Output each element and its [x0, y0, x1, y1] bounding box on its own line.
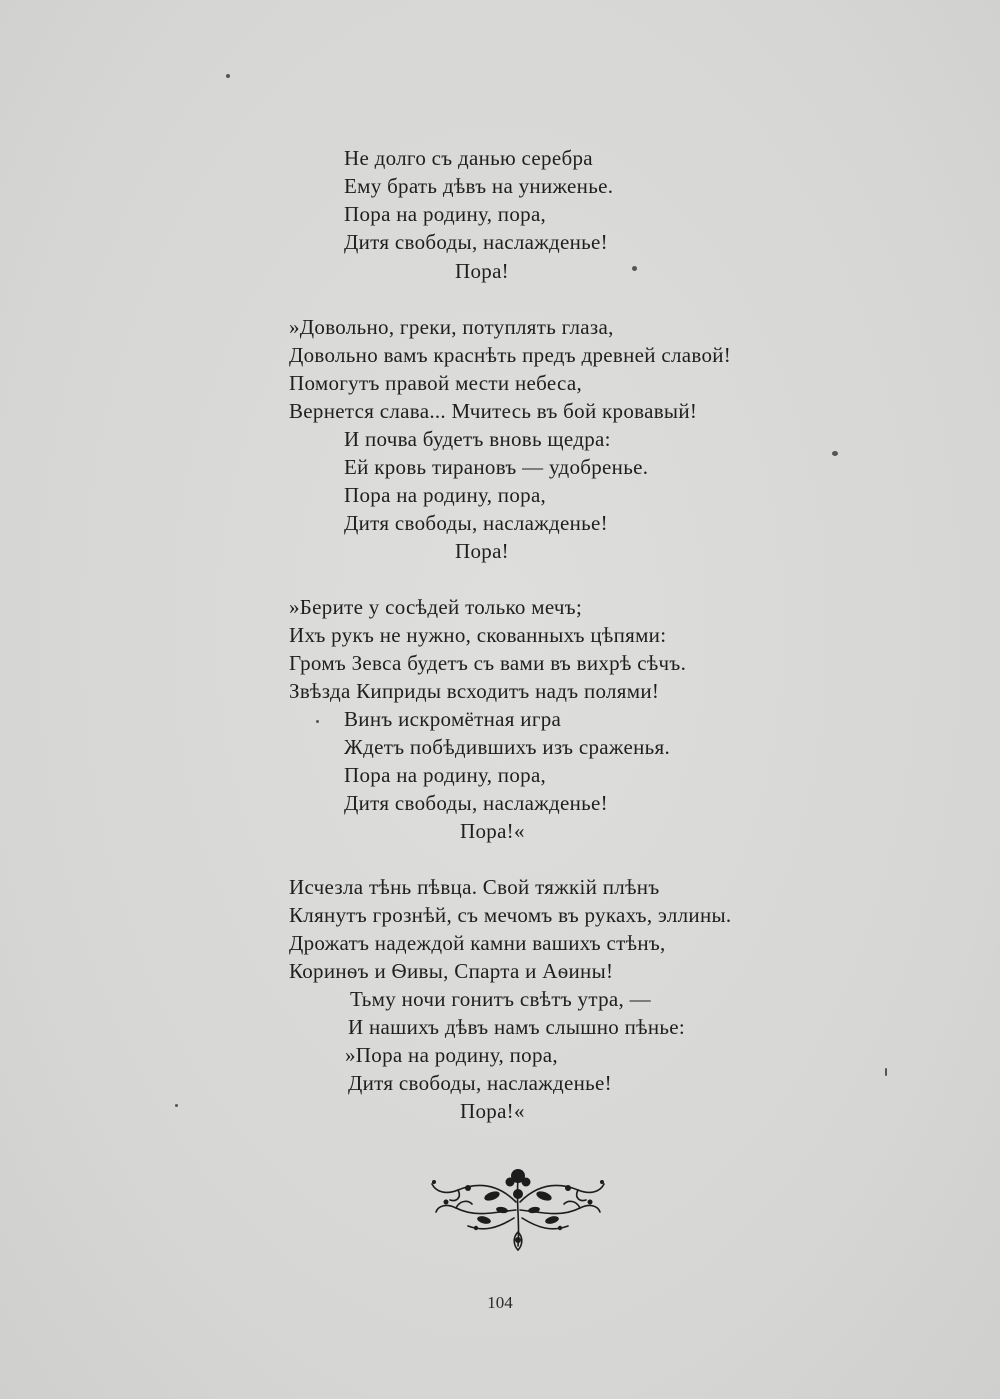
verse-line: Пора на родину, пора, — [344, 483, 547, 507]
verse-line: Ей кровь тирановъ — удобренье. — [344, 455, 649, 479]
paper-speck — [316, 720, 319, 723]
verse-line: Исчезла тѣнь пѣвца. Свой тяжкій плѣнъ — [289, 875, 660, 899]
refrain-line: Пора!« — [460, 819, 525, 843]
verse-line: Клянутъ грознѣй, съ мечомъ въ рукахъ, эллины. — [289, 903, 732, 927]
verse-line: Тьму ночи гонитъ свѣтъ утра, — — [350, 987, 651, 1011]
verse-line: Звѣзда Киприды всходитъ надъ полями! — [289, 679, 660, 703]
verse-line: Винъ искромётная игра — [344, 707, 562, 731]
verse-line: »Берите у сосѣдей только мечъ; — [289, 595, 583, 619]
verse-line: И нашихъ дѣвъ намъ слышно пѣнье: — [348, 1015, 686, 1039]
verse-line: Ждетъ побѣдившихъ изъ сраженья. — [344, 735, 670, 759]
verse-line: Пора на родину, пора, — [344, 763, 547, 787]
verse-line: Пора на родину, пора, — [344, 202, 547, 226]
refrain-line: Пора! — [455, 539, 509, 563]
paper-speck — [226, 74, 230, 78]
paper-speck — [175, 1104, 178, 1107]
refrain-line: Пора!« — [460, 1099, 525, 1123]
verse-line: Дитя свободы, наслажденье! — [344, 511, 608, 535]
verse-line: Вернется слава... Мчитесь въ бой кровавый! — [289, 399, 698, 423]
verse-line: Коринѳъ и Ѳивы, Спарта и Аѳины! — [289, 959, 614, 983]
verse-line: »Пора на родину, пора, — [345, 1043, 558, 1067]
verse-line: И почва будетъ вновь щедра: — [344, 427, 611, 451]
paper-speck — [885, 1068, 887, 1076]
verse-line: »Довольно, греки, потуплять глаза, — [289, 315, 614, 339]
verse-line: Помогутъ правой мести небеса, — [289, 371, 583, 395]
floral-ornament-icon — [428, 1162, 608, 1254]
verse-line: Не долго съ данью серебра — [344, 146, 593, 170]
verse-line: Дитя свободы, наслажденье! — [344, 230, 608, 254]
paper-speck — [632, 266, 637, 271]
verse-line: Дрожатъ надеждой камни вашихъ стѣнъ, — [289, 931, 666, 955]
refrain-line: Пора! — [455, 259, 509, 283]
paper-speck — [832, 451, 838, 456]
verse-line: Ему брать дѣвъ на униженье. — [344, 174, 614, 198]
verse-line: Ихъ рукъ не нужно, скованныхъ цѣпями: — [289, 623, 667, 647]
verse-line: Довольно вамъ краснѣть предъ древней славой! — [289, 343, 732, 367]
page-number: 104 — [487, 1293, 513, 1312]
verse-line: Дитя свободы, наслажденье! — [344, 791, 608, 815]
verse-line: Дитя свободы, наслажденье! — [348, 1071, 612, 1095]
verse-line: Громъ Зевса будетъ съ вами въ вихрѣ сѣчъ. — [289, 651, 687, 675]
